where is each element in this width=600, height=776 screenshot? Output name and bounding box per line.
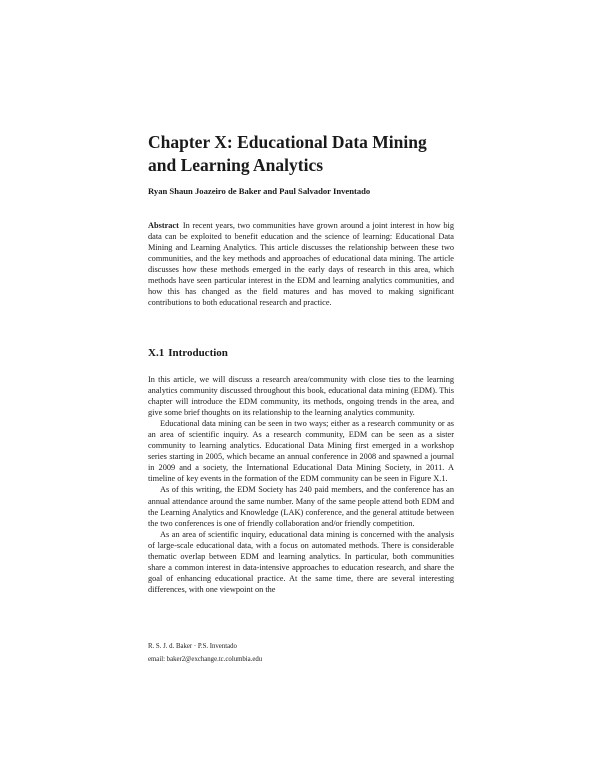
section-heading [148,346,454,360]
paragraph-4: As an area of scientific inquiry, educational data mining is concerned with the analysis of large-scale educational data, with a focus on automated methods. There is considerable thematic overlap between EDM and learning analytics. In particular, both communities share a common interest in data-intensive approaches to education research, and share the goal of enhancing educational practice. At the same time, there are several interesting differences, with one viewpoint on the [148,529,454,594]
author-list: Ryan Shaun Joazeiro de Baker and Paul Salvador Inventado [148,186,371,196]
paragraph-2: Educational data mining can be seen in two ways; either as a research community or as an area of scientific inquiry. As a research community, EDM can be seen as a sister community to learning analytics. Educational Data Mining first emerged in a workshop series starting in 2005, which became an annual conference in 2008 and spawned a journal in 2009 and a society, the International Educational Data Mining Society, in 2011. A timeline of key events in the formation of the EDM community can be seen in Figure X.1. [148,419,454,484]
abstract-text: In recent years, two communities have grown around a joint interest in how big data can be exploited to benefit education and the science of learning: Educational Data Mining and Learning Analytics. This article discusses the relationship between these two communities, and the key methods and approaches of educational data mining. The article discusses how these methods emerged in the early days of research in this area, which methods have seen particular interest in the EDM and learning analytics communities, and how this has changed as the field matures and has moved to making significant contributions to both educational research and practice. [148,221,454,308]
author-affiliation: R. S. J. d. Baker · P.S. Inventado [148,643,237,650]
chapter-title: Chapter X: Educational Data Mining and Learning Analytics [148,132,427,175]
author-footnote [148,642,454,664]
paragraph-1: In this article, we will discuss a research area/community with close ties to the learning analytics community discussed throughout this book, educational data mining (EDM). This chapter will introduce the EDM community, its methods, ongoing trends in the area, and give some brief thoughts on its relationship to the learning analytics community. [148,375,454,418]
section-body [148,374,454,595]
abstract-label: Abstract [148,221,179,230]
author-email: email: baker2@exchange.tc.columbia.edu [148,656,263,663]
section-title: Introduction [168,347,228,359]
abstract [148,220,454,308]
paragraph-3: As of this writing, the EDM Society has 240 paid members, and the conference has an annual attendance around the same number. Many of the same people attend both EDM and the Learning Analytics and Knowledge (LAK) conference, and the general attitude between the two conferences is one of friendly collaboration and/or friendly competition. [148,485,454,528]
section-number: X.1 [148,347,165,359]
